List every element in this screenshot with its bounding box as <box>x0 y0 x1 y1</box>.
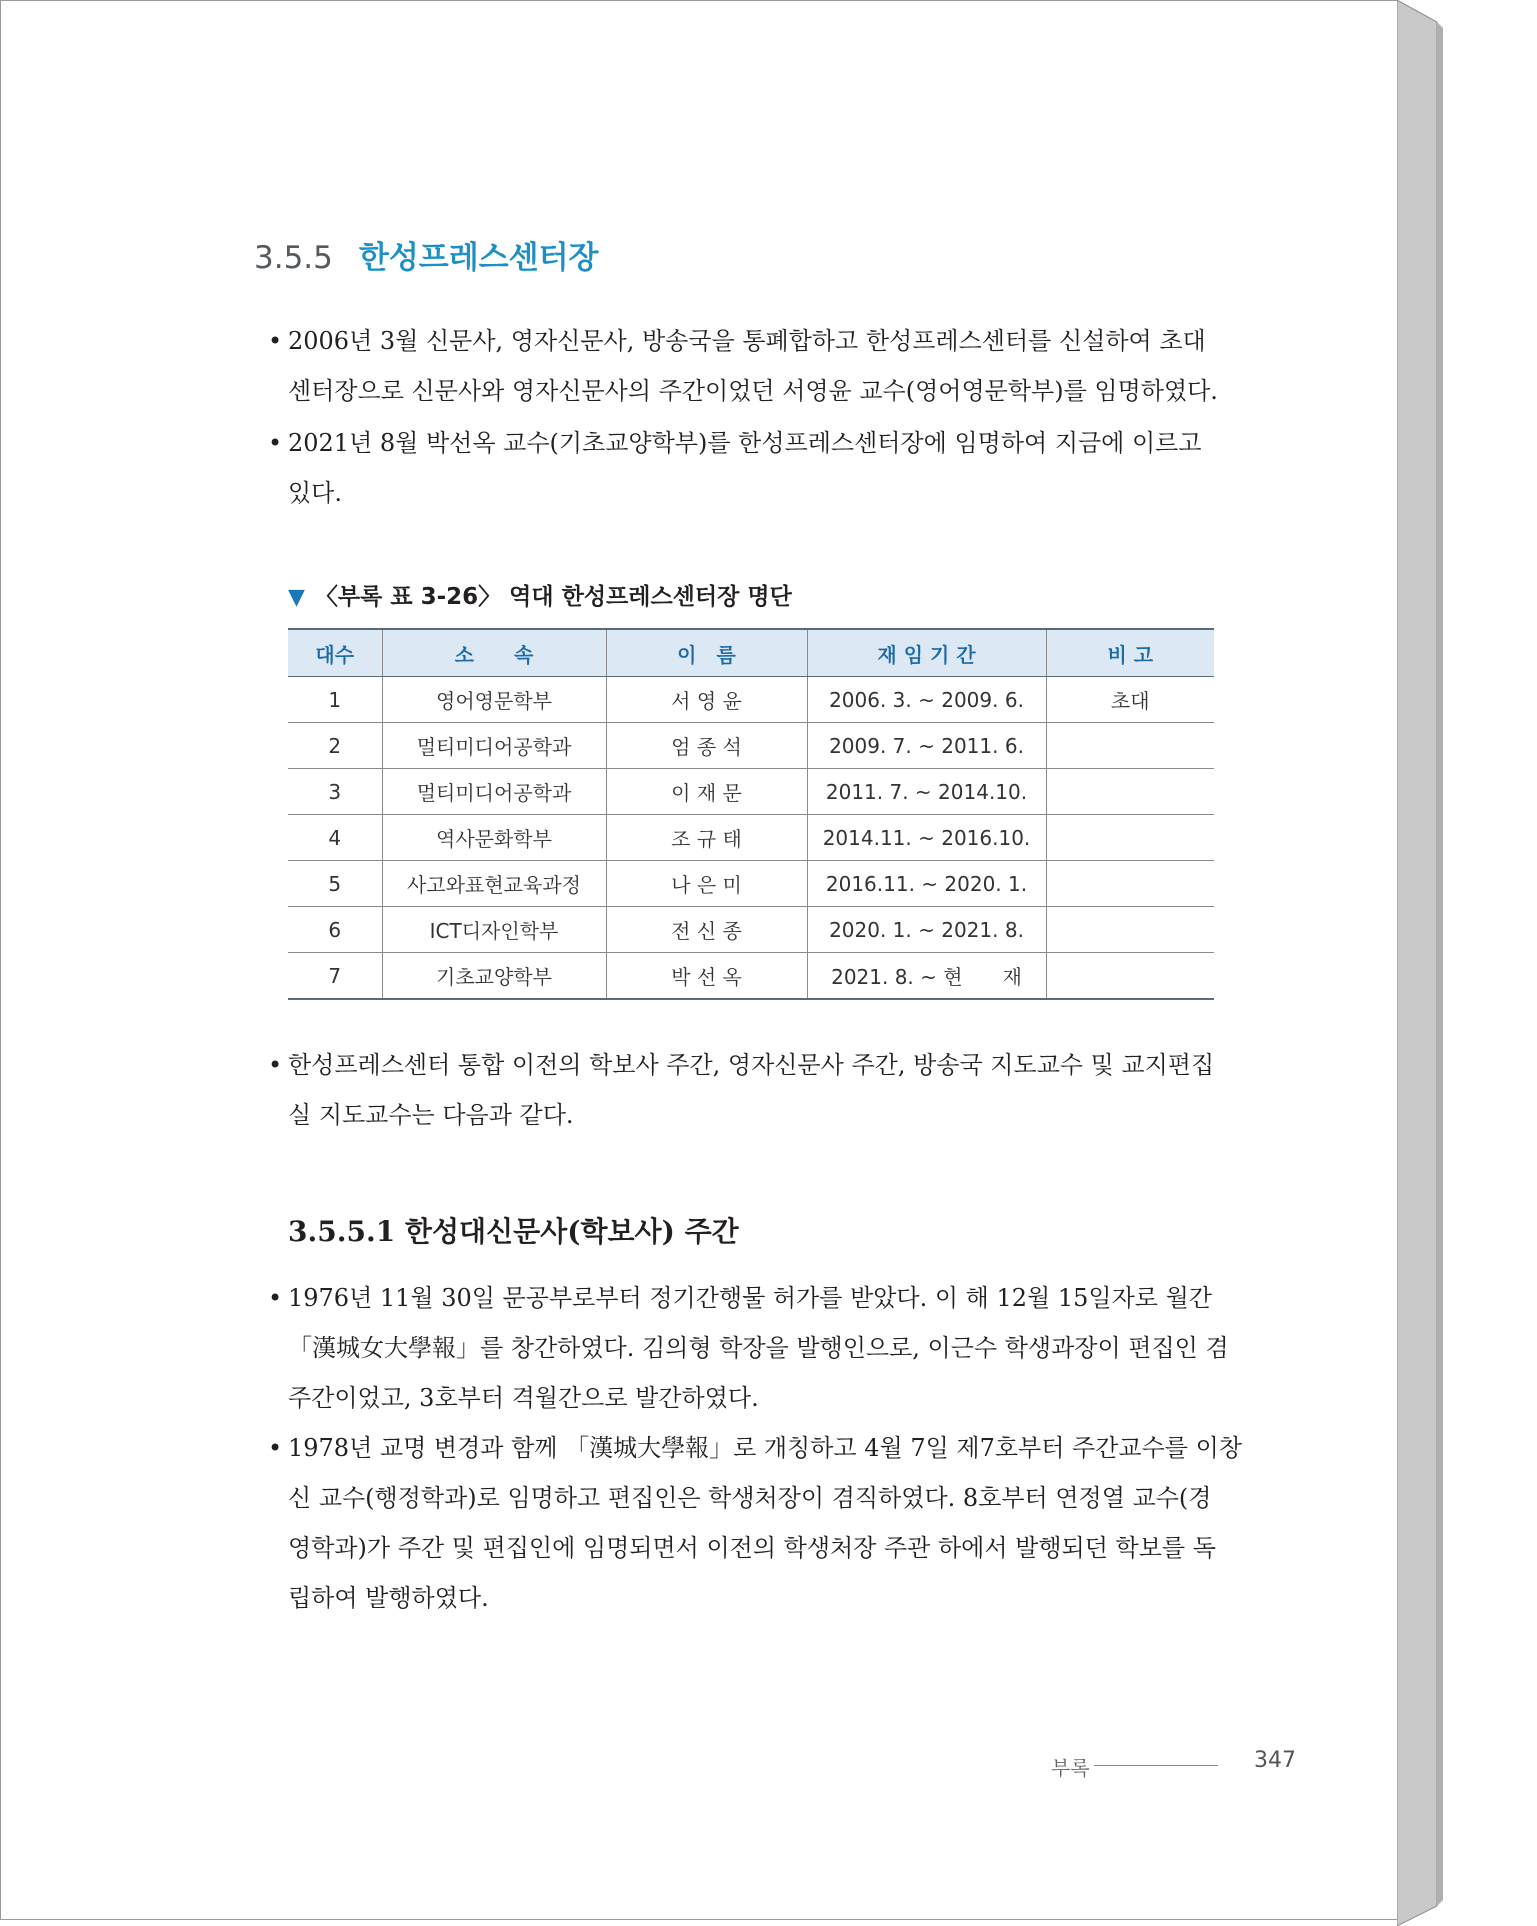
table-row <box>288 861 1214 907</box>
cell-tenure: 2016.11. ~ 2020. 1. <box>807 861 1046 907</box>
footer-divider <box>1094 1765 1218 1766</box>
text-line: 2006년 3월 신문사, 영자신문사, 방송국을 통폐합하고 한성프레스센터를 신설하여 초대 <box>288 327 1206 355</box>
cell-tenure: 2021. 8. ~ 현 재 <box>807 953 1046 1000</box>
cell-affiliation: ICT디자인학부 <box>382 907 606 953</box>
cell-tenure: 2009. 7. ~ 2011. 6. <box>807 723 1046 769</box>
cell-name: 서 영 윤 <box>606 677 807 723</box>
table-row <box>288 953 1214 1000</box>
header-name: 이 름 <box>606 629 807 677</box>
cell-affiliation: 영어영문학부 <box>382 677 606 723</box>
director-roster-table <box>288 628 1214 1000</box>
triangle-down-icon: ▼ <box>288 585 305 610</box>
section-heading <box>254 232 598 277</box>
text-line: 1976년 11월 30일 문공부로부터 정기간행물 허가를 받았다. 이 해 12월 15일자로 월간 <box>288 1284 1212 1312</box>
cell-affiliation: 기초교양학부 <box>382 953 606 1000</box>
header-term: 대수 <box>288 629 382 677</box>
cell-affiliation: 역사문화학부 <box>382 815 606 861</box>
cell-name: 전 신 종 <box>606 907 807 953</box>
table-row <box>288 769 1214 815</box>
cell-term: 6 <box>288 907 382 953</box>
cell-term: 5 <box>288 861 382 907</box>
bullet-icon: • <box>268 327 283 355</box>
header-affiliation: 소 속 <box>382 629 606 677</box>
cell-name: 엄 종 석 <box>606 723 807 769</box>
table-header-row <box>288 629 1214 677</box>
table-row <box>288 815 1214 861</box>
table-caption <box>288 578 792 611</box>
sub-bullet-2 <box>268 1423 1242 1623</box>
section-number: 3.5.5 <box>254 240 333 276</box>
cell-affiliation: 멀티미디어공학과 <box>382 769 606 815</box>
cell-tenure: 2014.11. ~ 2016.10. <box>807 815 1046 861</box>
cell-name: 이 재 문 <box>606 769 807 815</box>
bullet-icon: • <box>268 1051 283 1079</box>
table-row <box>288 907 1214 953</box>
text-line: 「漢城女大學報」를 창간하였다. 김의형 학장을 발행인으로, 이근수 학생과장이 편집인 겸 <box>288 1334 1229 1362</box>
footer-section-label: 부록 <box>1051 1756 1090 1780</box>
cell-name: 조 규 태 <box>606 815 807 861</box>
cell-term: 4 <box>288 815 382 861</box>
page-number: 347 <box>1254 1748 1296 1773</box>
cell-term: 2 <box>288 723 382 769</box>
header-note: 비 고 <box>1046 629 1214 677</box>
cell-tenure: 2006. 3. ~ 2009. 6. <box>807 677 1046 723</box>
cell-note <box>1046 815 1214 861</box>
bullet-icon: • <box>268 1434 283 1462</box>
cell-term: 3 <box>288 769 382 815</box>
cell-name: 박 선 옥 <box>606 953 807 1000</box>
text-line: 한성프레스센터 통합 이전의 학보사 주간, 영자신문사 주간, 방송국 지도교수 및 교지편집 <box>288 1051 1215 1079</box>
header-tenure: 재 임 기 간 <box>807 629 1046 677</box>
book-spine <box>1397 0 1445 1926</box>
cell-note <box>1046 861 1214 907</box>
cell-affiliation: 사고와표현교육과정 <box>382 861 606 907</box>
bullet-icon: • <box>268 429 283 457</box>
text-line: 센터장으로 신문사와 영자신문사의 주간이었던 서영윤 교수(영어영문학부)를 임명하였다. <box>288 377 1218 405</box>
cell-note <box>1046 907 1214 953</box>
cell-note <box>1046 723 1214 769</box>
caption-text: 〈부록 표 3-26〉 역대 한성프레스센터장 명단 <box>314 584 792 610</box>
text-line: 신 교수(행정학과)로 임명하고 편집인은 학생처장이 겸직하였다. 8호부터 연정열 교수(경 <box>288 1484 1212 1512</box>
bullet-icon: • <box>268 1284 283 1312</box>
intro-bullet-2 <box>268 418 1202 518</box>
cell-note: 초대 <box>1046 677 1214 723</box>
text-line: 1978년 교명 변경과 함께 「漢城大學報」로 개칭하고 4월 7일 제7호부터 주간교수를 이창 <box>288 1434 1242 1462</box>
cell-note <box>1046 769 1214 815</box>
cell-note <box>1046 953 1214 1000</box>
cell-term: 1 <box>288 677 382 723</box>
table-row <box>288 723 1214 769</box>
text-line: 주간이었고, 3호부터 격월간으로 발간하였다. <box>288 1384 759 1412</box>
cell-name: 나 은 미 <box>606 861 807 907</box>
table-row <box>288 677 1214 723</box>
intro-bullet-1 <box>268 316 1218 416</box>
section-title: 한성프레스센터장 <box>358 240 599 276</box>
cell-tenure: 2020. 1. ~ 2021. 8. <box>807 907 1046 953</box>
text-line: 있다. <box>288 479 342 507</box>
text-line: 립하여 발행하였다. <box>288 1584 489 1612</box>
text-line: 영학과)가 주간 및 편집인에 임명되면서 이전의 학생처장 주관 하에서 발행되던 학보를 독 <box>288 1534 1216 1562</box>
text-line: 실 지도교수는 다음과 같다. <box>288 1101 574 1129</box>
cell-affiliation: 멀티미디어공학과 <box>382 723 606 769</box>
text-line: 2021년 8월 박선옥 교수(기초교양학부)를 한성프레스센터장에 임명하여 지금에 이르고 <box>288 429 1202 457</box>
sub-bullet-1 <box>268 1273 1229 1423</box>
subsection-heading: 3.5.5.1 한성대신문사(학보사) 주간 <box>288 1215 739 1248</box>
cell-tenure: 2011. 7. ~ 2014.10. <box>807 769 1046 815</box>
middle-bullet <box>268 1040 1215 1140</box>
cell-term: 7 <box>288 953 382 1000</box>
